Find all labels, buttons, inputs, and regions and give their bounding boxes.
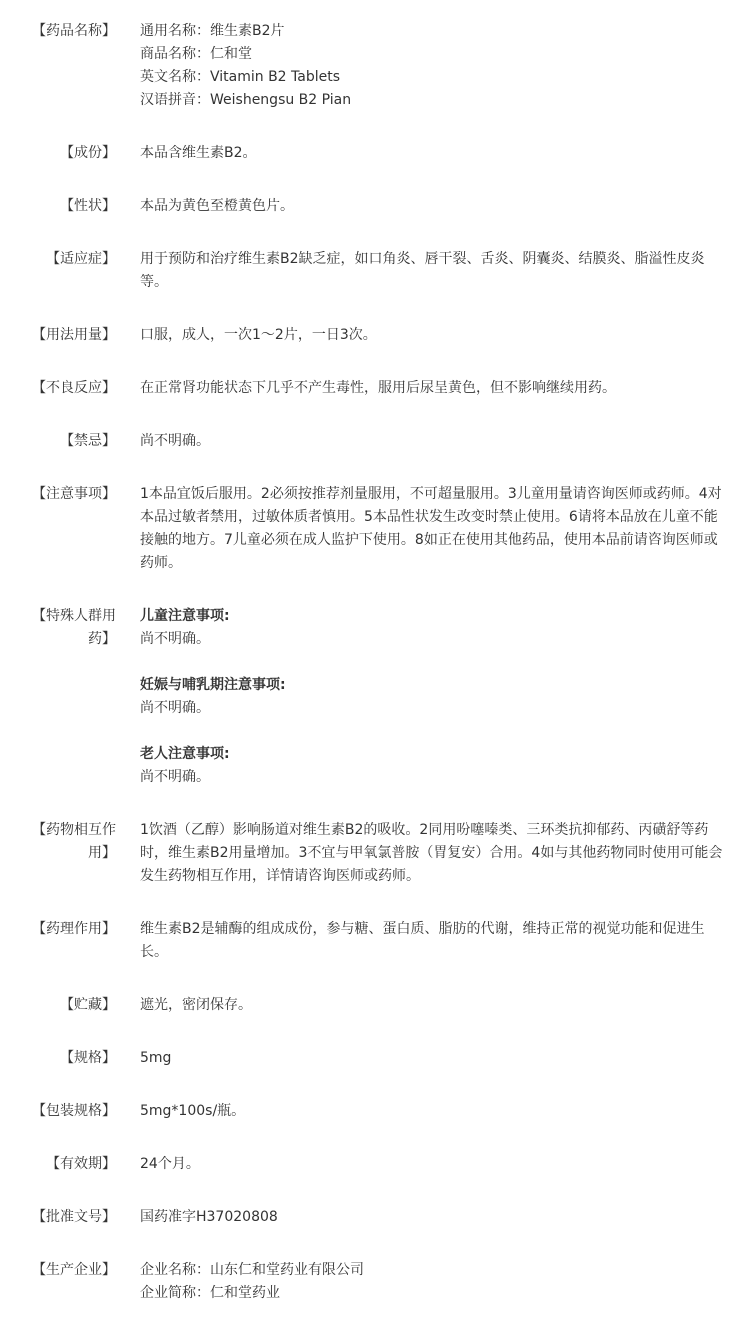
content-line: 在正常肾功能状态下几乎不产生毒性，服用后尿呈黄色，但不影响继续用药。 xyxy=(140,380,616,396)
section-content xyxy=(140,605,724,789)
section-label: 【包装规格】 xyxy=(32,1103,116,1119)
label-line: 用】 xyxy=(88,845,116,861)
english-name: 英文名称：Vitamin B2 Tablets xyxy=(140,69,341,85)
section-content xyxy=(140,20,724,112)
content-line: 1饮酒（乙醇）影响肠道对维生素B2的吸收。2同用吩噻嗪类、三环类抗抑郁药、丙磺舒等药 xyxy=(140,822,709,838)
content-line: 药师。 xyxy=(140,555,182,571)
pregnancy-precautions-title: 妊娠与哺乳期注意事项: xyxy=(140,677,286,693)
content-line: 5mg*100s/瓶。 xyxy=(140,1103,246,1119)
section-label: 【规格】 xyxy=(60,1050,116,1066)
section-label: 【不良反应】 xyxy=(32,380,116,396)
content-line: 维生素B2是辅酶的组成成份，参与糖、蛋白质、脂肪的代谢，维持正常的视觉功能和促进生 xyxy=(140,921,705,937)
section-specification xyxy=(0,1047,749,1070)
content-line: 国药准字H37020808 xyxy=(140,1209,278,1225)
section-label: 【贮藏】 xyxy=(60,997,116,1013)
section-content xyxy=(140,195,724,218)
section-content xyxy=(140,1206,724,1229)
label-line: 药】 xyxy=(88,631,116,647)
children-precautions-title: 儿童注意事项: xyxy=(140,608,230,624)
section-appearance xyxy=(0,195,749,218)
section-drug-interactions xyxy=(0,819,749,884)
section-label: 【适应症】 xyxy=(46,251,116,267)
section-dosage xyxy=(0,324,749,347)
section-storage xyxy=(0,994,749,1017)
content-line: 接触的地方。7儿童必须在成人监护下使用。8如正在使用其他药品，使用本品前请咨询医师或 xyxy=(140,532,718,548)
elderly-precautions-text: 尚不明确。 xyxy=(140,769,210,785)
content-line: 本品过敏者禁用，过敏体质者慎用。5本品性状发生改变时禁止使用。6请将本品放在儿童不能 xyxy=(140,509,718,525)
content-line: 时，维生素B2用量增加。3不宜与甲氧氯普胺（胃复安）合用。4如与其他药物同时使用可能会 xyxy=(140,845,723,861)
generic-name: 通用名称：维生素B2片 xyxy=(140,23,285,39)
content-line: 发生药物相互作用，详情请咨询医师或药师。 xyxy=(140,868,420,884)
section-label xyxy=(0,605,116,651)
section-content xyxy=(140,430,724,453)
section-label: 【有效期】 xyxy=(46,1156,116,1172)
content-line: 本品含维生素B2。 xyxy=(140,145,257,161)
section-packaging xyxy=(0,1100,749,1123)
section-drug-name xyxy=(0,20,749,108)
section-content xyxy=(140,142,724,165)
content-line: 长。 xyxy=(140,944,168,960)
section-label: 【成份】 xyxy=(60,145,116,161)
section-special-populations xyxy=(0,605,749,785)
pregnancy-precautions-text: 尚不明确。 xyxy=(140,700,210,716)
section-content xyxy=(140,918,724,964)
section-content xyxy=(140,1259,724,1305)
section-label: 【用法用量】 xyxy=(32,327,116,343)
trade-name: 商品名称：仁和堂 xyxy=(140,46,252,62)
content-line: 用于预防和治疗维生素B2缺乏症，如口角炎、唇干裂、舌炎、阴囊炎、结膜炎、脂溢性皮炎 xyxy=(140,251,705,267)
content-line: 口服，成人，一次1～2片，一日3次。 xyxy=(140,327,377,343)
elderly-precautions-title: 老人注意事项: xyxy=(140,746,230,762)
pinyin-name: 汉语拼音：Weishengsu B2 Pian xyxy=(140,92,352,108)
section-content xyxy=(140,1100,724,1123)
section-label: 【批准文号】 xyxy=(32,1209,116,1225)
section-ingredients xyxy=(0,142,749,165)
section-adverse-reactions xyxy=(0,377,749,400)
children-precautions-text: 尚不明确。 xyxy=(140,631,210,647)
content-line: 24个月。 xyxy=(140,1156,200,1172)
section-content xyxy=(140,324,724,347)
section-label: 【药品名称】 xyxy=(32,23,116,39)
section-label: 【生产企业】 xyxy=(32,1262,116,1278)
content-line: 本品为黄色至橙黄色片。 xyxy=(140,198,294,214)
section-content xyxy=(140,377,724,400)
label-line: 【特殊人群用 xyxy=(32,608,116,624)
content-line: 等。 xyxy=(140,274,168,290)
section-shelf-life xyxy=(0,1153,749,1176)
section-label: 【性状】 xyxy=(60,198,116,214)
section-content xyxy=(140,1153,724,1176)
content-line: 1本品宜饭后服用。2必须按推荐剂量服用，不可超量服用。3儿童用量请咨询医师或药师。4对 xyxy=(140,486,722,502)
content-line: 遮光，密闭保存。 xyxy=(140,997,252,1013)
section-contraindications xyxy=(0,430,749,453)
content-line: 尚不明确。 xyxy=(140,433,210,449)
section-pharmacology xyxy=(0,918,749,960)
section-content xyxy=(140,1047,724,1070)
section-precautions xyxy=(0,483,749,571)
content-line: 5mg xyxy=(140,1050,172,1066)
section-label xyxy=(0,819,116,865)
section-content xyxy=(140,819,724,888)
label-line: 【药物相互作 xyxy=(32,822,116,838)
section-approval-number xyxy=(0,1206,749,1229)
company-short-name: 企业简称：仁和堂药业 xyxy=(140,1285,280,1301)
section-label: 【禁忌】 xyxy=(60,433,116,449)
section-indications xyxy=(0,248,749,290)
section-label: 【注意事项】 xyxy=(32,486,116,502)
section-content xyxy=(140,483,724,575)
section-content xyxy=(140,994,724,1017)
company-name: 企业名称：山东仁和堂药业有限公司 xyxy=(140,1262,364,1278)
section-content xyxy=(140,248,724,294)
section-label: 【药理作用】 xyxy=(32,921,116,937)
section-manufacturer xyxy=(0,1259,749,1301)
